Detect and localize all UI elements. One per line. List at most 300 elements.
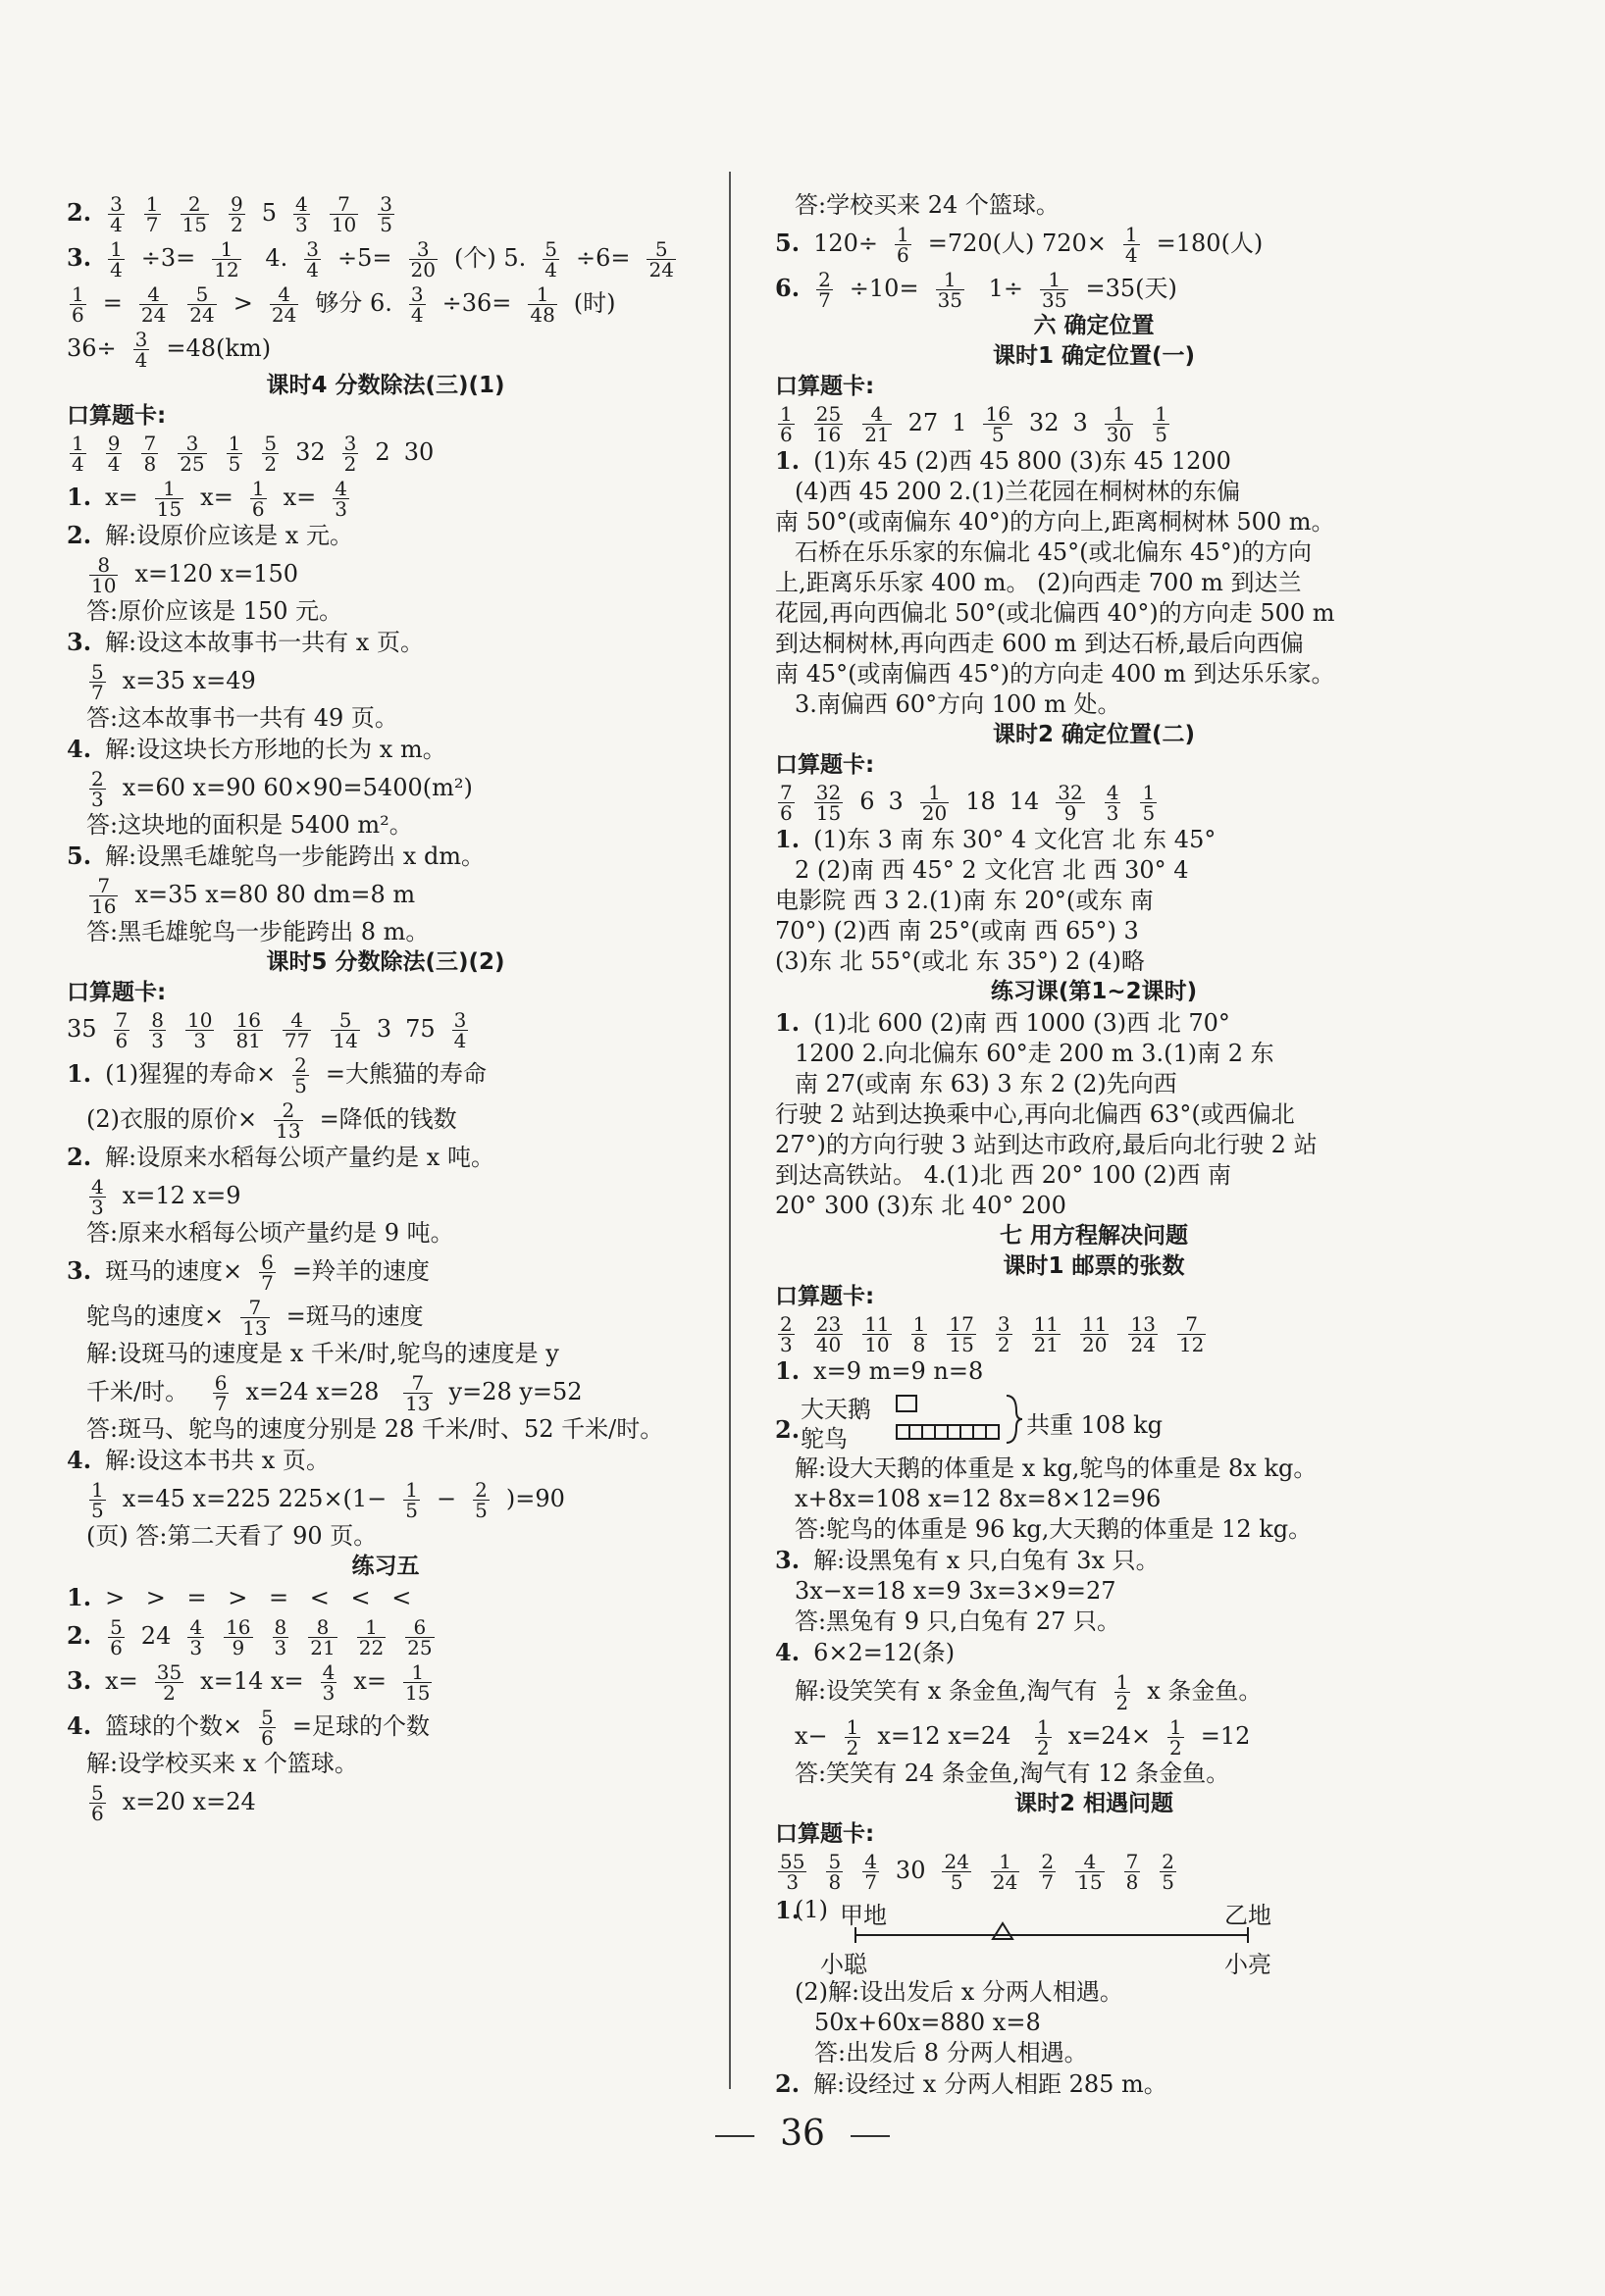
denominator: 3 [780,1333,793,1356]
denominator: 7 [145,213,159,236]
fraction [187,284,216,325]
text: 答:斑马、鸵鸟的速度分别是 28 千米/时、52 千米/时。 [86,1415,664,1443]
numerator: 1 [1040,270,1068,290]
fraction [89,1177,106,1217]
fraction [224,1617,252,1658]
item-number: 1. [775,1896,801,1924]
answer-line [775,825,1413,854]
item-number: 1. [67,1583,92,1611]
numerator: 7 [1177,1314,1206,1335]
fraction [778,783,795,823]
fraction [403,1662,432,1703]
fraction [304,239,321,280]
text: 答:原来水稻每公顷产量约是 9 吨。 [86,1219,454,1247]
item-number: 1. [67,483,92,511]
text: x= [353,1667,388,1695]
numerator: 16 [226,1615,251,1639]
text: 答:这块地的面积是 5400 m²。 [86,811,413,839]
numerator: 7 [89,876,118,896]
numerator: 11 [1082,1312,1108,1336]
numerator: 3 [380,192,392,216]
text: 篮球的个数× [105,1712,243,1740]
fraction [89,662,106,702]
text: x=60 x=90 60×90=5400(m²) [122,774,473,801]
fraction [70,284,86,325]
fraction [229,194,245,234]
fraction [233,1010,262,1050]
numerator: 2 [274,1100,302,1121]
answer-line [67,1097,704,1141]
text: 到达桐树林,再向西走 600 m 到达石桥,最后向西偏 [775,630,1304,657]
text: x= [200,484,233,511]
text: (1)东 3 南 东 30° 4 文化宫 北 东 45° [813,826,1217,853]
fraction [403,1480,420,1520]
answer-line [67,1705,704,1748]
numerator: 1 [1155,402,1167,426]
text: 32 [1028,409,1060,436]
item-number: 3. [67,243,92,272]
answer-line [775,630,1413,658]
answer-line [775,478,1413,506]
fraction [274,1100,302,1141]
fraction [778,404,795,444]
denominator: 24 [189,303,215,327]
answer-line [775,1849,1413,1892]
denominator: 3 [335,497,347,521]
answer-line [67,873,704,916]
numerator: 1 [357,1617,386,1638]
dash-right [851,2135,890,2137]
fraction [212,239,240,280]
text: = [102,289,123,317]
numerator: 1 [846,1715,859,1739]
fraction [845,1717,861,1758]
denominator: 21 [864,423,890,446]
answer-line [775,508,1413,536]
fraction [1114,1672,1131,1712]
text: ÷6= [575,244,631,272]
denominator: 21 [310,1636,336,1659]
meeting-diagram [775,1896,1413,1978]
numerator: 13 [1130,1312,1156,1336]
fraction [181,194,209,234]
denominator: 5 [1155,423,1167,446]
fraction [1040,270,1068,310]
denominator: 24 [140,303,167,327]
text: 2 [375,438,390,466]
fraction [911,1314,928,1354]
text: 30 [403,438,435,466]
answer-line [67,1143,704,1172]
text: x 条金鱼。 [1147,1677,1263,1705]
numerator: 1 [212,239,240,260]
label-swan: 大天鹅 [801,1396,871,1423]
numerator: 1 [72,282,84,306]
denominator: 3 [274,1636,287,1659]
fraction [89,769,106,809]
fraction [141,434,158,474]
answer-line [775,947,1413,976]
numerator: 5 [261,1706,274,1729]
answer-line [775,917,1413,945]
denominator: 3 [193,1029,207,1052]
numerator: 16 [235,1008,261,1032]
numerator: 2 [294,1053,307,1077]
numerator: 24 [944,1850,969,1873]
answer-line [775,1161,1413,1190]
numerator: 1 [896,223,909,246]
fraction [270,284,298,325]
text: 花园,再向西偏北 50°(或北偏西 40°)的方向走 500 m [775,599,1335,627]
fraction [273,1617,289,1658]
denominator: 77 [284,1029,310,1052]
denominator: 4 [72,452,84,476]
fraction [1075,1852,1104,1892]
numerator: 4 [295,192,308,216]
denominator: 5 [380,213,392,236]
denominator: 5 [228,452,241,476]
numerator: 4 [864,1850,877,1873]
answer-line [67,236,704,280]
oral-card-label: 口算题卡: [775,374,875,399]
denominator: 8 [1125,1870,1139,1894]
text: x=9 m=9 n=8 [813,1357,984,1385]
answer-line [67,327,704,370]
answer-line [67,1052,704,1096]
answer-line [67,1477,704,1520]
numerator: 1 [1142,781,1156,804]
denominator: 9 [1063,801,1077,825]
text: 答:出发后 8 分两人相遇。 [814,2039,1088,2066]
fraction [1035,1717,1052,1758]
ostrich-unit-box [973,1425,986,1439]
column-divider [729,172,731,2089]
oral-card-label: 口算题卡: [67,980,167,1005]
ostrich-unit-box [922,1425,935,1439]
section-title: 七 用方程解决问题 [999,1223,1188,1249]
fraction [89,876,118,916]
text: 南 27(或南 东 63) 3 东 2 (2)先向西 [795,1070,1177,1097]
numerator: 25 [815,402,842,426]
fraction [543,239,559,280]
answer-line [67,597,704,626]
text: 上,距离乐乐家 400 m。 (2)向西走 700 m 到达兰 [775,569,1302,596]
answer-line [775,2039,1413,2067]
item-number: 1. [775,446,801,475]
text: (2)解:设出发后 x 分两人相遇。 [795,1978,1123,2006]
denominator: 15 [156,497,182,521]
ostrich-unit-box [935,1425,948,1439]
text: 27 [907,409,939,436]
text: (2)衣服的原价× [86,1105,258,1133]
denominator: 2 [1037,1736,1050,1760]
fraction [778,1314,795,1354]
page-number: 36 [0,2114,1605,2154]
text: 解:设黑毛雄鸵鸟一步能跨出 x dm。 [105,842,486,870]
fraction [826,1852,843,1892]
answer-line [67,1614,704,1658]
item-number: 6. [775,274,801,302]
denominator: 24 [648,258,674,281]
text: ÷36= [441,289,512,317]
text: x=35 x=49 [122,667,256,694]
dash-left [715,2135,754,2137]
fraction [647,239,675,280]
answer-line [67,1415,704,1444]
part-label: (1) [795,1896,828,1923]
left-column [67,191,704,1825]
answer-line [67,191,704,234]
answer-line [775,191,1413,220]
person-b: 小亮 [1224,1951,1271,1978]
numerator: 5 [91,1781,104,1805]
section-title: 课时1 邮票的张数 [1003,1253,1185,1279]
fraction [149,1010,166,1050]
section-title: 课时1 确定位置(一) [992,343,1196,369]
answer-line [775,222,1413,265]
numerator: 1 [251,477,265,500]
text: 18 [965,788,996,815]
answer-line [775,569,1413,597]
denominator: 6 [72,303,84,327]
denominator: 30 [1106,423,1132,446]
fraction [330,194,358,234]
text: x− [795,1722,828,1750]
numerator: 35 [156,1660,182,1684]
numerator: 6 [261,1250,274,1274]
numerator: 1 [72,432,84,455]
item-number: 4. [67,1446,92,1474]
fraction [528,284,556,325]
route-line [775,1896,1413,1974]
fraction [1124,1852,1141,1892]
text: y=28 y=52 [448,1378,583,1405]
text: ÷5= [337,244,392,272]
text: 解:设这本书共 x 页。 [105,1447,330,1474]
answer-line [775,1454,1413,1483]
denominator: 7 [214,1392,228,1415]
numerator: 3 [409,239,438,260]
numerator: 3 [110,192,123,216]
answer-line [775,660,1413,689]
label-ostrich: 鸵鸟 [801,1425,848,1453]
text: x+8x=108 x=12 8x=8×12=96 [795,1485,1162,1512]
numerator: 1 [780,402,793,426]
answer-line [775,1546,1413,1575]
denominator: 9 [232,1636,245,1659]
text: 1200 2.向北偏东 60°走 200 m 3.(1)南 2 东 [795,1040,1274,1067]
answer-line [775,856,1413,885]
numerator: 8 [151,1008,165,1032]
fraction [283,1010,311,1050]
fraction [187,1617,204,1658]
denominator: 13 [242,1316,268,1340]
text: 3 [376,1015,392,1043]
denominator: 3 [91,788,104,811]
numerator: 5 [187,284,216,305]
fraction [262,434,279,474]
fraction [108,239,125,280]
denominator: 20 [921,801,948,825]
denominator: 7 [261,1271,274,1295]
answer-line [67,552,704,595]
text: 解:设经过 x 分两人相距 285 m。 [813,2070,1167,2098]
fraction [292,1055,309,1096]
fraction [178,434,206,474]
text: =12 [1200,1722,1251,1750]
numerator: 5 [110,1615,123,1639]
denominator: 8 [828,1870,842,1894]
text: (页) 答:第二天看了 90 页。 [86,1522,378,1550]
text: 3 [888,788,904,815]
place-b: 乙地 [1224,1902,1271,1929]
text: 解:设学校买来 x 个篮球。 [86,1750,358,1777]
denominator: 4 [110,213,123,236]
section-title: 练习五 [351,1554,420,1579]
text: 3 [1072,409,1088,436]
answer-line [775,401,1413,444]
numerator: 16 [985,402,1010,426]
denominator: 15 [1077,1870,1103,1894]
answer-line [775,690,1413,719]
text: 5 [261,199,277,227]
fraction [936,270,964,310]
section-title: 课时4 分数除法(三)(1) [266,373,505,398]
denominator: 5 [91,1499,104,1522]
text: 答:原价应该是 150 元。 [86,597,343,625]
fraction [814,783,843,823]
denominator: 8 [143,452,157,476]
numerator: 8 [308,1617,337,1638]
text: x=20 x=24 [122,1788,256,1815]
fraction [378,194,394,234]
answer-line [775,599,1413,628]
text: = [261,1584,289,1611]
answer-line [67,1659,704,1703]
fraction [333,479,349,519]
denominator: 25 [180,452,205,476]
answer-line [775,780,1413,823]
denominator: 3 [295,213,308,236]
denominator: 15 [815,801,842,825]
fraction [108,194,125,234]
text: 35 [67,1015,97,1043]
denominator: 15 [405,1681,431,1705]
text: 解:设这块长方形地的长为 x m。 [105,736,446,763]
denominator: 4 [110,258,123,281]
text: 70°) (2)西 南 25°(或南 西 65°) 3 [775,917,1139,944]
denominator: 22 [358,1636,385,1659]
section-title: 课时2 相遇问题 [1013,1791,1173,1816]
text: > [233,289,253,317]
text: 斑马的速度× [105,1257,243,1285]
text: 答:这本故事书一共有 49 页。 [86,704,398,732]
item-number: 2. [67,198,92,227]
denominator: 7 [1041,1870,1055,1894]
item-number: 5. [67,842,92,870]
denominator: 8 [912,1333,926,1356]
denominator: 4 [134,348,148,372]
numerator: 9 [107,432,121,455]
denominator: 10 [331,213,357,236]
numerator: 2 [780,1312,793,1336]
denominator: 5 [405,1499,419,1522]
answer-line [775,1669,1413,1712]
denominator: 25 [407,1636,433,1659]
answer-line [775,1311,1413,1354]
text: =180(人) [1156,230,1264,257]
fraction [452,1010,469,1050]
answer-line [67,281,704,325]
numerator: 5 [264,432,278,455]
answer-line [67,1750,704,1778]
oral-card-label: 口算题卡: [775,1821,875,1847]
numerator: 4 [1106,781,1119,804]
oral-card-label: 口算题卡: [775,1284,875,1309]
fraction [114,1010,130,1050]
denominator: 6 [780,801,793,825]
denominator: 2 [163,1681,176,1705]
fraction [862,404,891,444]
text: 30 [895,1857,926,1884]
denominator: 13 [405,1392,431,1415]
denominator: 15 [949,1333,974,1356]
text: 50x+60x=880 x=8 [814,2009,1041,2036]
numerator: 7 [143,432,157,455]
fraction [1167,1717,1184,1758]
section-title: 练习课(第1~2课时) [990,979,1198,1004]
answer-line [67,659,704,702]
denominator: 2 [264,452,278,476]
numerator: 7 [330,194,358,215]
text: x= [283,484,317,511]
denominator: 7 [864,1870,877,1894]
numerator: 6 [405,1617,434,1638]
fraction [814,1314,843,1354]
text: 到达高铁站。 4.(1)北 西 20° 100 (2)西 南 [775,1161,1232,1189]
fraction [814,404,843,444]
denominator: 5 [950,1870,963,1894]
numerator: 32 [1058,781,1083,804]
fraction [409,239,438,280]
denominator: 81 [235,1029,261,1052]
text: =35(天) [1085,275,1177,302]
numerator: 4 [283,1010,311,1031]
fraction [409,284,426,325]
denominator: 2 [997,1333,1010,1356]
fraction [778,1852,806,1892]
text: ÷10= [849,275,919,302]
answer-line [775,1638,1413,1667]
item-number: 2. [67,1143,92,1171]
section-title: 课时5 分数除法(三)(2) [266,949,505,975]
text: 解:设大天鹅的体重是 x kg,鸵鸟的体重是 8x kg。 [795,1454,1318,1482]
numerator: 3 [134,328,148,351]
text: ÷3= [140,244,196,272]
numerator: 3 [343,432,357,455]
denominator: 6 [91,1802,104,1825]
numerator: 23 [815,1312,842,1336]
answer-line [67,1340,704,1368]
answer-line [67,1446,704,1475]
text: x=120 x=150 [134,560,298,587]
item-number: 4. [67,735,92,763]
text: =足球的个数 [291,1712,431,1740]
item-number: 1. [775,1008,801,1037]
weight-diagram [775,1390,1413,1451]
right-column [775,191,1413,2101]
item-number: 2. [67,521,92,549]
